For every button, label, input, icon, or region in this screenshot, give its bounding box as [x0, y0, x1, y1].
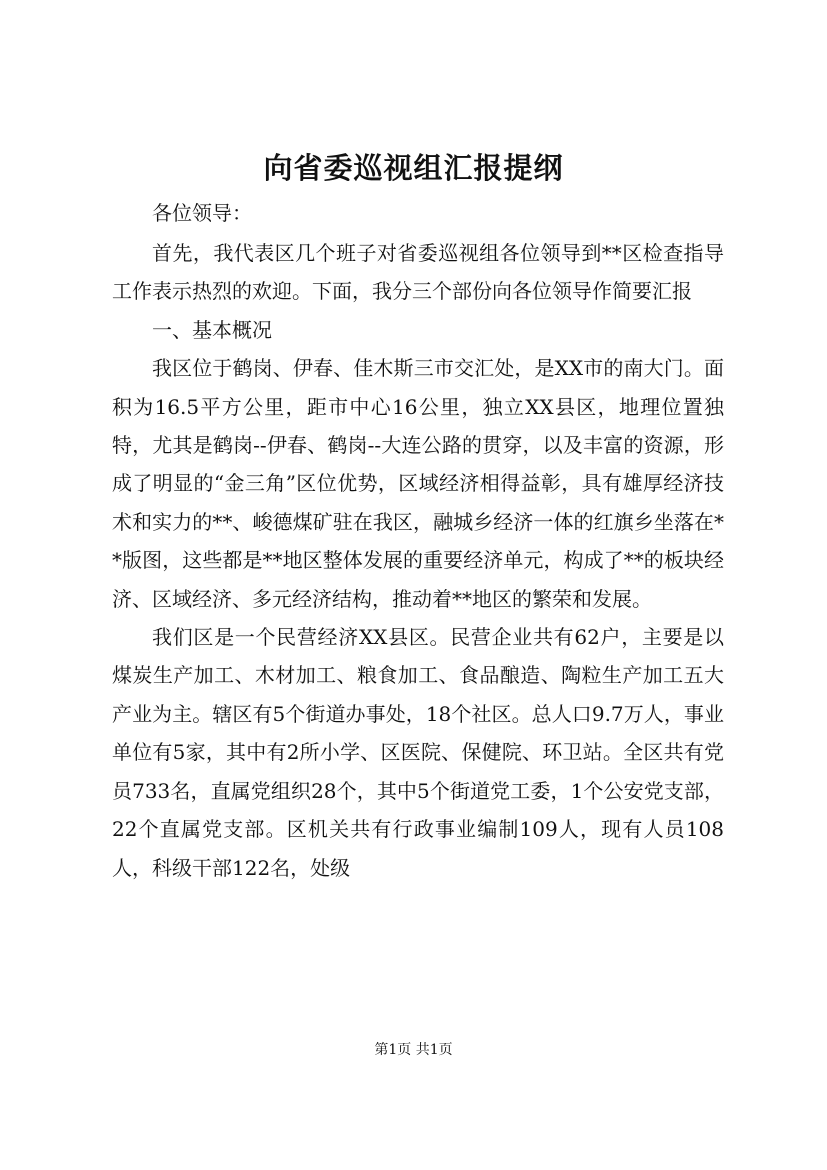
paragraph-economy: 我们区是一个民营经济XX县区。民营企业共有62户，主要是以煤炭生产加工、木材加工、粮食加工、食品酿造、陶粒生产加工五大产业为主。辖区有5个街道办事处，18个社区。总人口9.7万人，事业单位有5家，其中有2所小学、区医院、保健院、环卫站。全区共有党员733名，直属党组织28个，其中5个街道党工委，1个公安党支部，22个直属党支部。区机关共有行政事业编制109人，现有人员108人，科级干部122名，处级	[112, 625, 724, 880]
section-heading-basic-overview: 一、基本概况	[152, 317, 272, 342]
salutation: 各位领导：	[152, 201, 252, 225]
document-body	[112, 234, 724, 887]
paragraph-location: 我区位于鹤岗、伊春、佳木斯三市交汇处，是XX市的南大门。面积为16.5平方公里，距市中心16公里，独立XX县区，地理位置独特，尤其是鹤岗--伊春、鹤岗--大连公路的贯穿，以及丰富的资源，形成了明显的“金三角”区位优势，区域经济相得益彰，具有雄厚经济技术和实力的**、峻德煤矿驻在我区，融城乡经济一体的红旗乡坐落在**版图，这些都是**地区整体发展的重要经济单元，构成了**的板块经济、区域经济、多元经济结构，推动着**地区的繁荣和发展。	[112, 356, 724, 611]
document-title: 向省委巡视组汇报提纲	[263, 151, 564, 185]
page-number-footer: 第1页 共1页	[374, 1042, 453, 1058]
paragraph-intro: 首先，我代表区几个班子对省委巡视组各位领导到**区检查指导工作表示热烈的欢迎。下面，我分三个部份向各位领导作简要汇报	[112, 241, 724, 304]
